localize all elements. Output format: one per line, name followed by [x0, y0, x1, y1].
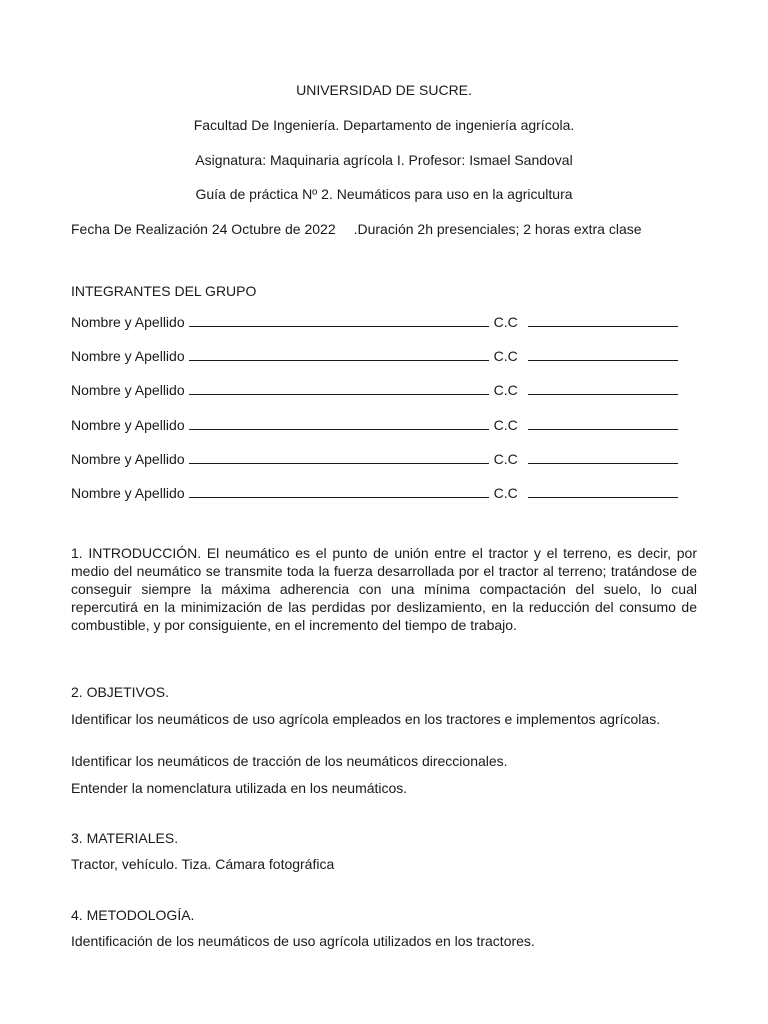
- objective-item: Entender la nomenclatura utilizada en los neumáticos.: [71, 780, 408, 796]
- name-blank-field[interactable]: [189, 380, 489, 395]
- introduction-paragraph: 1. INTRODUCCIÓN. El neumático es el punto de unión entre el tractor y el terreno, es decir, por medio del neumático se transmite toda la fuerza desarrollada por el tractor al terreno; tratándose de conseguir siempre la máxima adherencia con una mínima compactación del suelo, lo cual repercutirá en la minimización de las perdidas por deslizamiento, en la reducción del consumo de combustible, y por consiguiente, en el incremento del tiempo de trabajo.: [71, 545, 697, 633]
- name-blank-field[interactable]: [189, 346, 489, 361]
- duration-text: .Duración 2h presenciales; 2 horas extra clase: [353, 221, 642, 237]
- id-blank-field[interactable]: [528, 312, 678, 327]
- id-label: C.C: [493, 417, 518, 433]
- member-row: [71, 380, 678, 399]
- name-label: Nombre y Apellido: [71, 417, 185, 433]
- id-blank-field[interactable]: [528, 380, 678, 395]
- name-label: Nombre y Apellido: [71, 314, 185, 330]
- member-row: [71, 449, 678, 468]
- date-duration-line: [71, 220, 642, 238]
- objective-item: Identificar los neumáticos de uso agrícola empleados en los tractores e implementos agrícolas.: [71, 711, 661, 727]
- member-row: [71, 312, 678, 331]
- materials-text: Tractor, vehículo. Tiza. Cámara fotográfica: [71, 856, 335, 872]
- id-label: C.C: [493, 382, 518, 398]
- name-blank-field[interactable]: [189, 415, 489, 430]
- group-title: INTEGRANTES DEL GRUPO: [71, 283, 257, 299]
- name-blank-field[interactable]: [189, 312, 489, 327]
- id-label: C.C: [493, 485, 518, 501]
- name-label: Nombre y Apellido: [71, 485, 185, 501]
- university-title: UNIVERSIDAD DE SUCRE.: [296, 82, 472, 98]
- subject-line: Asignatura: Maquinaria agrícola I. Profesor: Ismael Sandoval: [195, 152, 573, 168]
- date-text: Fecha De Realización 24 Octubre de 2022: [71, 221, 336, 237]
- guide-line: Guía de práctica Nº 2. Neumáticos para uso en la agricultura: [195, 186, 573, 202]
- materials-title: 3. MATERIALES.: [71, 830, 179, 846]
- faculty-line: Facultad De Ingeniería. Departamento de ingeniería agrícola.: [193, 117, 575, 133]
- methodology-title: 4. METODOLOGÍA.: [71, 907, 195, 923]
- objectives-title: 2. OBJETIVOS.: [71, 684, 170, 700]
- id-label: C.C: [493, 314, 518, 330]
- name-blank-field[interactable]: [189, 483, 489, 498]
- id-blank-field[interactable]: [528, 449, 678, 464]
- id-label: C.C: [493, 348, 518, 364]
- name-label: Nombre y Apellido: [71, 348, 185, 364]
- id-blank-field[interactable]: [528, 346, 678, 361]
- name-blank-field[interactable]: [189, 449, 489, 464]
- methodology-text: Identificación de los neumáticos de uso agrícola utilizados en los tractores.: [71, 933, 535, 949]
- name-label: Nombre y Apellido: [71, 382, 185, 398]
- id-blank-field[interactable]: [528, 415, 678, 430]
- member-row: [71, 415, 678, 434]
- id-label: C.C: [493, 451, 518, 467]
- objective-item: Identificar los neumáticos de tracción de los neumáticos direccionales.: [71, 753, 508, 769]
- name-label: Nombre y Apellido: [71, 451, 185, 467]
- member-row: [71, 346, 678, 365]
- id-blank-field[interactable]: [528, 483, 678, 498]
- member-row: [71, 483, 678, 502]
